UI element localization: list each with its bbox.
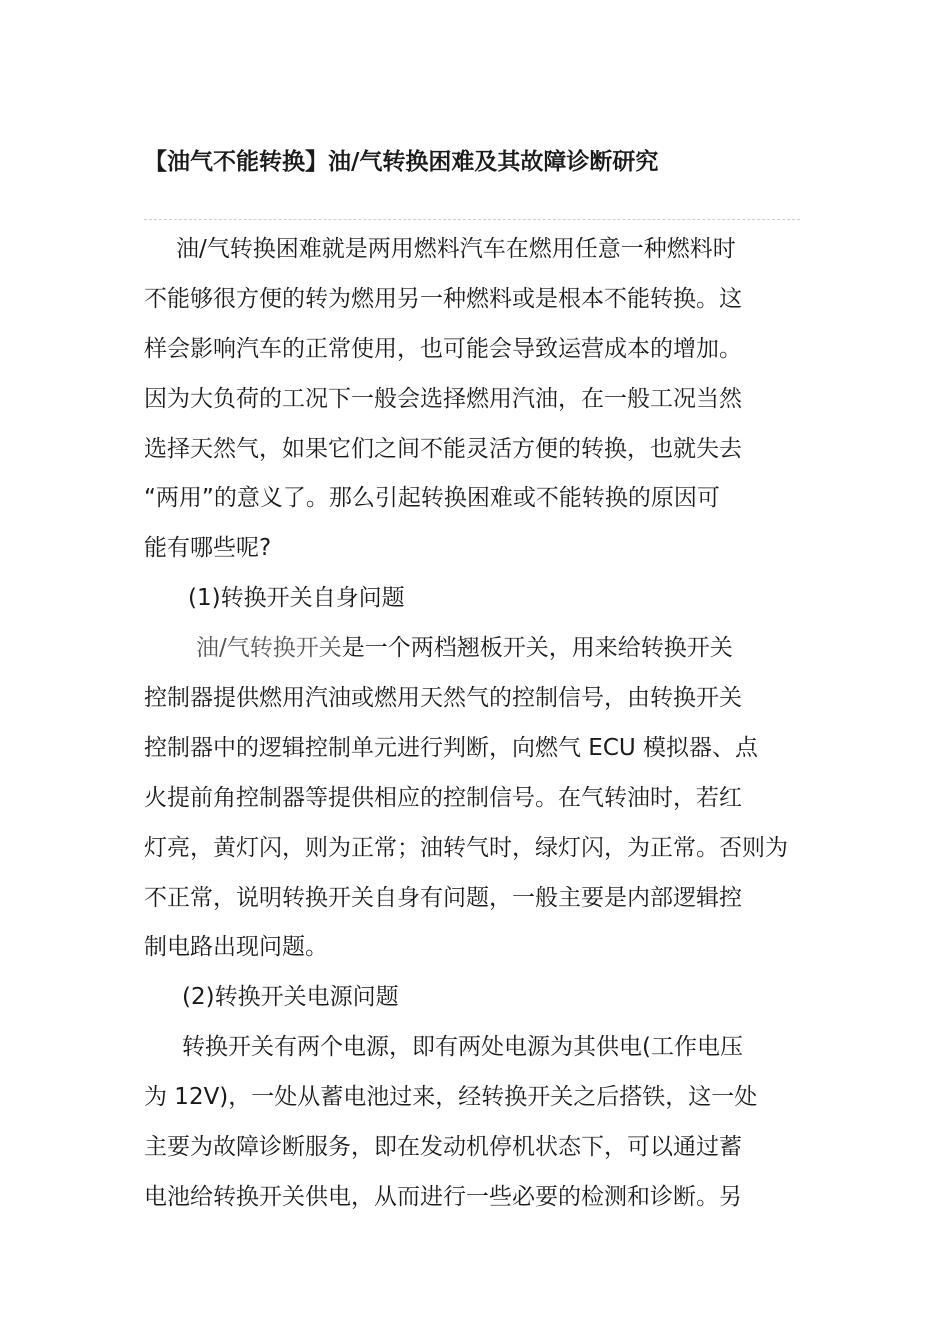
document-title: 【油气不能转换】油/气转换困难及其故障诊断研究 — [144, 149, 659, 175]
paragraph-line: “两用”的意义了。那么引起转换困难或不能转换的原因可 — [144, 485, 720, 512]
document-body — [144, 225, 800, 1223]
paragraph-line — [144, 624, 800, 674]
paragraph-line: 为 12V)，一处从蓄电池过来，经转换开关之后搭铁，这一处 — [144, 1084, 758, 1111]
title-divider — [144, 219, 800, 220]
paragraph-line: 油/气转换困难就是两用燃料汽车在燃用任意一种燃料时 — [176, 236, 736, 262]
paragraph-line: 能有哪些呢? — [144, 535, 272, 562]
paragraph-line: 电池给转换开关供电，从而进行一些必要的检测和诊断。另 — [144, 1183, 742, 1210]
paragraph-line: 灯亮，黄灯闪，则为正常；油转气时，绿灯闪，为正常。否则为 — [144, 834, 788, 861]
paragraph-line: 火提前角控制器等提供相应的控制信号。在气转油时，若红 — [144, 784, 742, 811]
paragraph-line: 控制器提供燃用汽油或燃用天然气的控制信号，由转换开关 — [144, 685, 742, 712]
section-heading: (2)转换开关电源问题 — [182, 984, 399, 1011]
paragraph-line: 控制器中的逻辑控制单元进行判断，向燃气 ECU 模拟器、点 — [144, 734, 759, 761]
paragraph-line: 选择天然气，如果它们之间不能灵活方便的转换，也就失去 — [144, 435, 742, 462]
paragraph-line: 转换开关有两个电源，即有两处电源为其供电(工作电压 — [182, 1034, 743, 1061]
paragraph-line-rest: 是一个两档翘板开关，用来给转换开关 — [341, 635, 733, 662]
switch-term-link[interactable]: 油/气转换开关 — [196, 635, 342, 662]
paragraph-line: 样会影响汽车的正常使用，也可能会导致运营成本的增加。 — [144, 335, 742, 362]
paragraph-line: 主要为故障诊断服务，即在发动机停机状态下，可以通过蓄 — [144, 1134, 742, 1161]
section-heading: (1)转换开关自身问题 — [188, 585, 405, 612]
paragraph-line: 不正常，说明转换开关自身有问题，一般主要是内部逻辑控 — [144, 884, 742, 911]
paragraph-line: 不能够很方便的转为燃用另一种燃料或是根本不能转换。这 — [144, 285, 742, 312]
paragraph-line: 制电路出现问题。 — [144, 934, 328, 961]
paragraph-line: 因为大负荷的工况下一般会选择燃用汽油，在一般工况当然 — [144, 385, 742, 412]
